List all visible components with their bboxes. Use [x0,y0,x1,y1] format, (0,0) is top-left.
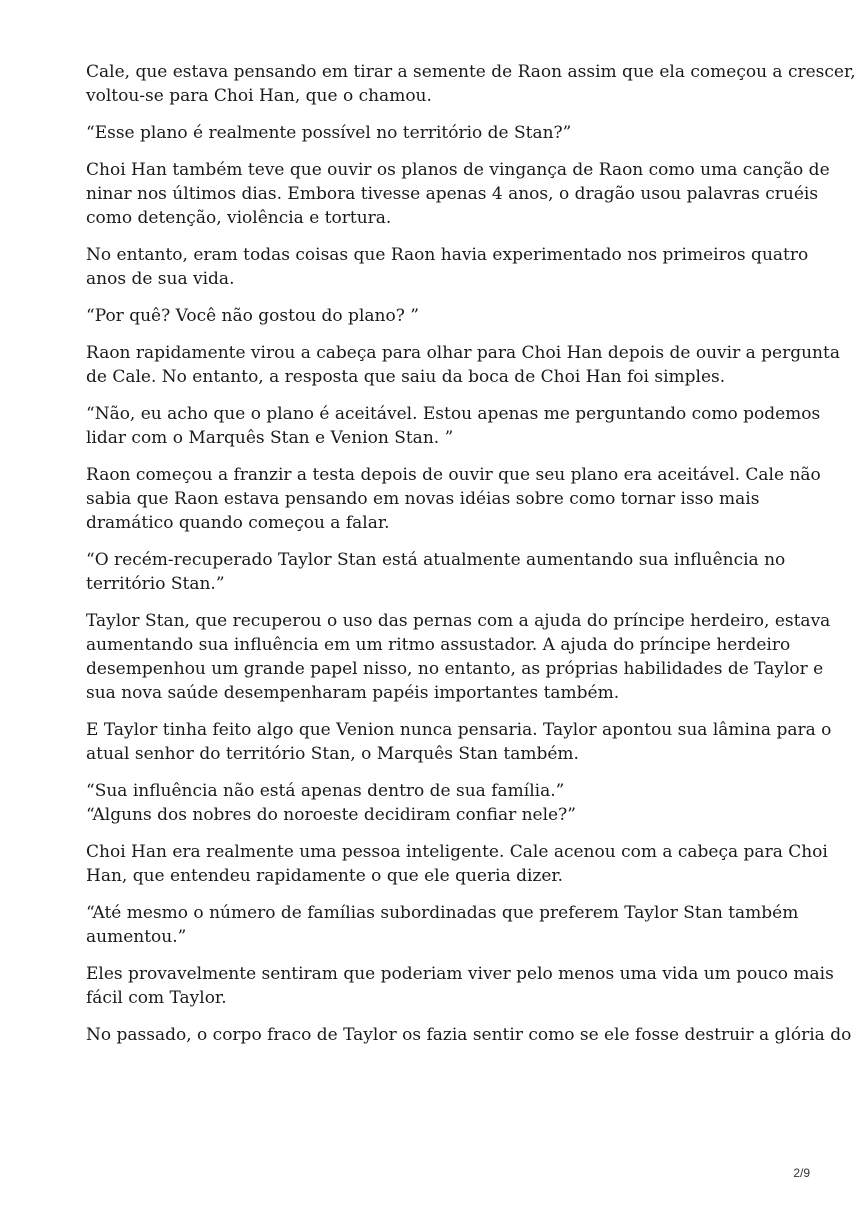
text-line: “Esse plano é realmente possível no território de Stan?” [86,123,572,143]
text-line: fácil com Taylor. [86,988,227,1008]
text-line: Taylor Stan, que recuperou o uso das pernas com a ajuda do príncipe herdeiro, estava [86,611,831,631]
text-line: aumentando sua influência em um ritmo assustador. A ajuda do príncipe herdeiro [86,635,791,655]
paragraph [86,718,832,766]
text-line: Cale, que estava pensando em tirar a semente de Raon assim que ela começou a crescer, [86,62,856,82]
text-line: de Cale. No entanto, a resposta que saiu da boca de Choi Han foi simples. [86,367,726,387]
text-line: Choi Han também teve que ouvir os planos de vingança de Raon como uma canção de [86,160,830,180]
text-line: “O recém-recuperado Taylor Stan está atualmente aumentando sua influência no [86,550,786,570]
text-line: Choi Han era realmente uma pessoa inteligente. Cale acenou com a cabeça para Choi [86,842,828,862]
page-number: 2/9 [793,1166,810,1180]
paragraph [86,548,786,596]
paragraph [86,402,821,450]
text-line: “Até mesmo o número de famílias subordinadas que preferem Taylor Stan também [86,903,799,923]
paragraph [86,463,821,535]
text-line: “Alguns dos nobres do noroeste decidiram confiar nele?” [86,805,576,825]
text-line: “Por quê? Você não gostou do plano? ” [86,306,419,326]
text-line: anos de sua vida. [86,269,235,289]
text-line: “Não, eu acho que o plano é aceitável. Estou apenas me perguntando como podemos [86,404,821,424]
paragraph [86,609,831,705]
text-line: E Taylor tinha feito algo que Venion nunca pensaria. Taylor apontou sua lâmina para o [86,720,832,740]
paragraph [86,962,834,1010]
text-line: “Sua influência não está apenas dentro de sua família.” [86,781,565,801]
text-line: Han, que entendeu rapidamente o que ele queria dizer. [86,866,564,886]
text-line: Eles provavelmente sentiram que poderiam viver pelo menos uma vida um pouco mais [86,964,834,984]
paragraph [86,158,830,230]
text-line: ninar nos últimos dias. Embora tivesse apenas 4 anos, o dragão usou palavras cruéis [86,184,819,204]
text-line: desempenhou um grande papel nisso, no entanto, as próprias habilidades de Taylor e [86,659,824,679]
paragraph [86,243,809,291]
paragraph [86,304,786,328]
text-line: voltou-se para Choi Han, que o chamou. [86,86,432,106]
text-line: Raon começou a franzir a testa depois de ouvir que seu plano era aceitável. Cale não [86,465,821,485]
text-line: atual senhor do território Stan, o Marquês Stan também. [86,744,579,764]
text-line: aumentou.” [86,927,187,947]
paragraph [86,779,786,827]
text-line: lidar com o Marquês Stan e Venion Stan. ” [86,428,454,448]
text-line: sua nova saúde desempenharam papéis importantes também. [86,683,620,703]
text-line: No entanto, eram todas coisas que Raon havia experimentado nos primeiros quatro [86,245,809,265]
paragraph [86,901,799,949]
paragraph [86,121,786,145]
text-line: Raon rapidamente virou a cabeça para olhar para Choi Han depois de ouvir a pergunta [86,343,840,363]
text-line: sabia que Raon estava pensando em novas idéias sobre como tornar isso mais [86,489,760,509]
paragraph [86,341,840,389]
document-body [86,60,856,1060]
text-line: No passado, o corpo fraco de Taylor os fazia sentir como se ele fosse destruir a glória do [86,1025,852,1045]
text-line: dramático quando começou a falar. [86,513,390,533]
paragraph [86,60,856,108]
text-line: como detenção, violência e tortura. [86,208,392,228]
paragraph [86,1023,852,1047]
text-line: território Stan.” [86,574,225,594]
paragraph [86,840,828,888]
